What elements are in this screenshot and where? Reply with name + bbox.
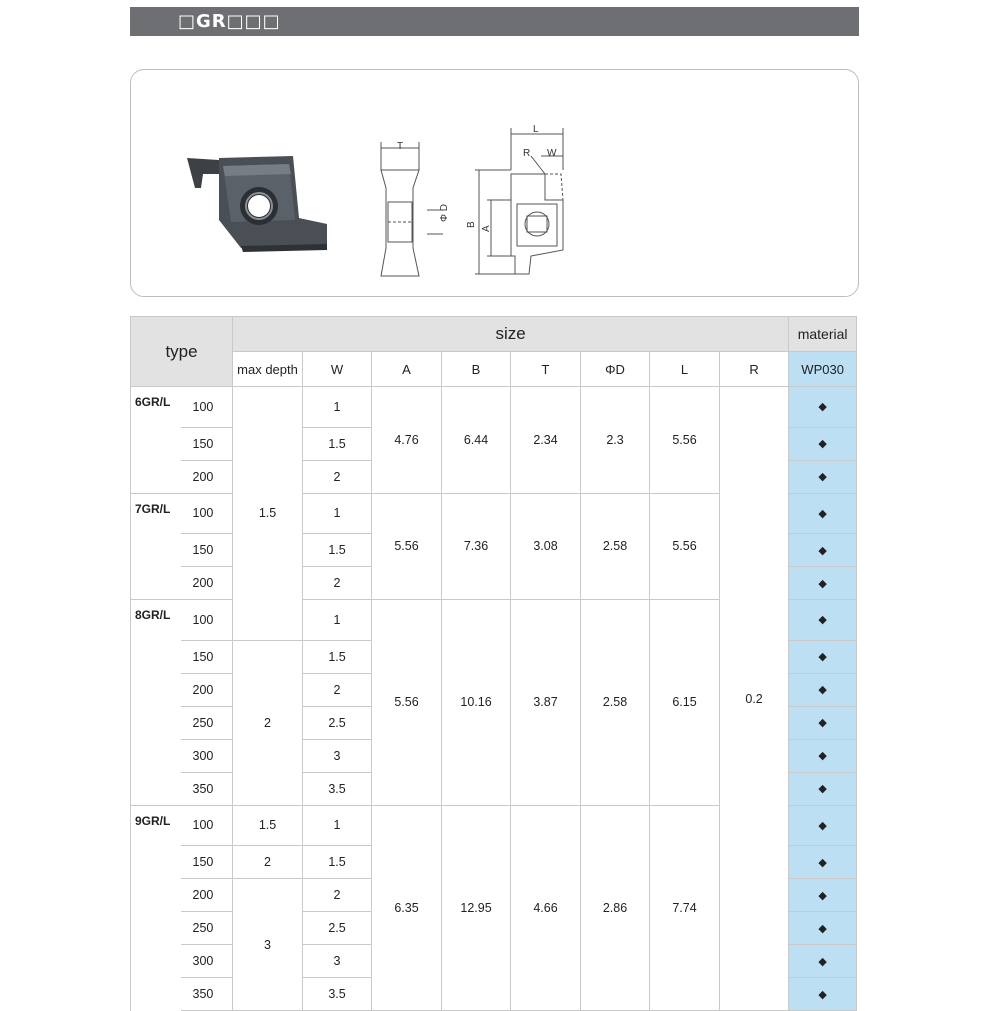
label-T: T <box>397 141 404 152</box>
a-value: 5.56 <box>372 600 442 806</box>
size-code: 150 <box>181 427 233 460</box>
b-value: 12.95 <box>442 805 511 1011</box>
size-code: 200 <box>181 879 233 912</box>
material-mark: ◆ <box>789 978 857 1011</box>
col-w: W <box>303 352 372 387</box>
w-value: 1.5 <box>303 427 372 460</box>
material-mark: ◆ <box>789 772 857 805</box>
w-value: 1.5 <box>303 534 372 567</box>
max-depth-value: 3 <box>233 879 303 1011</box>
col-l: L <box>650 352 720 387</box>
spec-table <box>130 316 857 1011</box>
d-value: 2.3 <box>581 387 650 494</box>
b-value: 10.16 <box>442 600 511 806</box>
w-value: 3 <box>303 739 372 772</box>
d-value: 2.58 <box>581 493 650 600</box>
b-value: 7.36 <box>442 493 511 600</box>
label-W: W <box>547 148 557 159</box>
size-code: 100 <box>181 600 233 641</box>
size-code: 250 <box>181 706 233 739</box>
col-r: R <box>720 352 789 387</box>
material-mark: ◆ <box>789 493 857 534</box>
size-code: 350 <box>181 772 233 805</box>
size-code: 150 <box>181 534 233 567</box>
w-value: 1 <box>303 493 372 534</box>
material-mark: ◆ <box>789 739 857 772</box>
type-label: 6GR/L <box>131 387 181 428</box>
material-mark: ◆ <box>789 427 857 460</box>
max-depth-value: 1.5 <box>233 387 303 641</box>
insert-diagram <box>131 70 858 296</box>
w-value: 3.5 <box>303 772 372 805</box>
max-depth-value: 1.5 <box>233 805 303 846</box>
b-value: 6.44 <box>442 387 511 494</box>
w-value: 1.5 <box>303 846 372 879</box>
page-title: □GR□□□ <box>178 11 281 32</box>
col-b: B <box>442 352 511 387</box>
a-value: 6.35 <box>372 805 442 1011</box>
col-wp030: WP030 <box>789 352 857 387</box>
w-value: 1.5 <box>303 640 372 673</box>
w-value: 1 <box>303 600 372 641</box>
w-value: 2.5 <box>303 912 372 945</box>
size-code: 200 <box>181 460 233 493</box>
material-mark: ◆ <box>789 912 857 945</box>
size-code: 200 <box>181 567 233 600</box>
w-value: 2 <box>303 879 372 912</box>
material-header: material <box>789 317 857 352</box>
l-value: 5.56 <box>650 387 720 494</box>
t-value: 3.87 <box>511 600 581 806</box>
col-t: T <box>511 352 581 387</box>
w-value: 1 <box>303 387 372 428</box>
w-value: 3 <box>303 945 372 978</box>
l-value: 6.15 <box>650 600 720 806</box>
w-value: 1 <box>303 805 372 846</box>
material-mark: ◆ <box>789 706 857 739</box>
size-header: size <box>233 317 789 352</box>
material-mark: ◆ <box>789 805 857 846</box>
size-code: 300 <box>181 945 233 978</box>
insert-photo <box>187 156 327 252</box>
l-value: 7.74 <box>650 805 720 1011</box>
material-mark: ◆ <box>789 640 857 673</box>
max-depth-value: 2 <box>233 640 303 805</box>
t-value: 3.08 <box>511 493 581 600</box>
w-value: 2.5 <box>303 706 372 739</box>
size-code: 200 <box>181 673 233 706</box>
w-value: 2 <box>303 673 372 706</box>
table-row <box>131 387 857 428</box>
max-depth-value: 2 <box>233 846 303 879</box>
type-header: type <box>131 317 233 387</box>
size-code: 250 <box>181 912 233 945</box>
size-code: 300 <box>181 739 233 772</box>
material-mark: ◆ <box>789 534 857 567</box>
label-L: L <box>533 124 539 135</box>
material-mark: ◆ <box>789 600 857 641</box>
r-value: 0.2 <box>720 387 789 1011</box>
col-max-depth: max depth <box>233 352 303 387</box>
t-value: 2.34 <box>511 387 581 494</box>
w-value: 2 <box>303 460 372 493</box>
header-bar <box>130 7 859 36</box>
diagram-panel <box>130 69 859 297</box>
size-code: 100 <box>181 805 233 846</box>
size-code: 100 <box>181 493 233 534</box>
size-code: 100 <box>181 387 233 428</box>
col-a: A <box>372 352 442 387</box>
side-view-drawing <box>381 142 443 276</box>
a-value: 4.76 <box>372 387 442 494</box>
material-mark: ◆ <box>789 879 857 912</box>
material-mark: ◆ <box>789 387 857 428</box>
t-value: 4.66 <box>511 805 581 1011</box>
label-A: A <box>481 225 492 232</box>
w-value: 3.5 <box>303 978 372 1011</box>
material-mark: ◆ <box>789 567 857 600</box>
label-D: Φ D <box>439 204 450 222</box>
material-mark: ◆ <box>789 673 857 706</box>
label-B: B <box>466 221 477 228</box>
size-code: 150 <box>181 846 233 879</box>
size-code: 150 <box>181 640 233 673</box>
material-mark: ◆ <box>789 945 857 978</box>
a-value: 5.56 <box>372 493 442 600</box>
type-label: 7GR/L <box>131 493 181 534</box>
type-label: 9GR/L <box>131 805 181 846</box>
label-R: R <box>523 148 531 159</box>
col-d: ΦD <box>581 352 650 387</box>
l-value: 5.56 <box>650 493 720 600</box>
d-value: 2.58 <box>581 600 650 806</box>
size-code: 350 <box>181 978 233 1011</box>
d-value: 2.86 <box>581 805 650 1011</box>
type-label: 8GR/L <box>131 600 181 641</box>
material-mark: ◆ <box>789 460 857 493</box>
w-value: 2 <box>303 567 372 600</box>
material-mark: ◆ <box>789 846 857 879</box>
